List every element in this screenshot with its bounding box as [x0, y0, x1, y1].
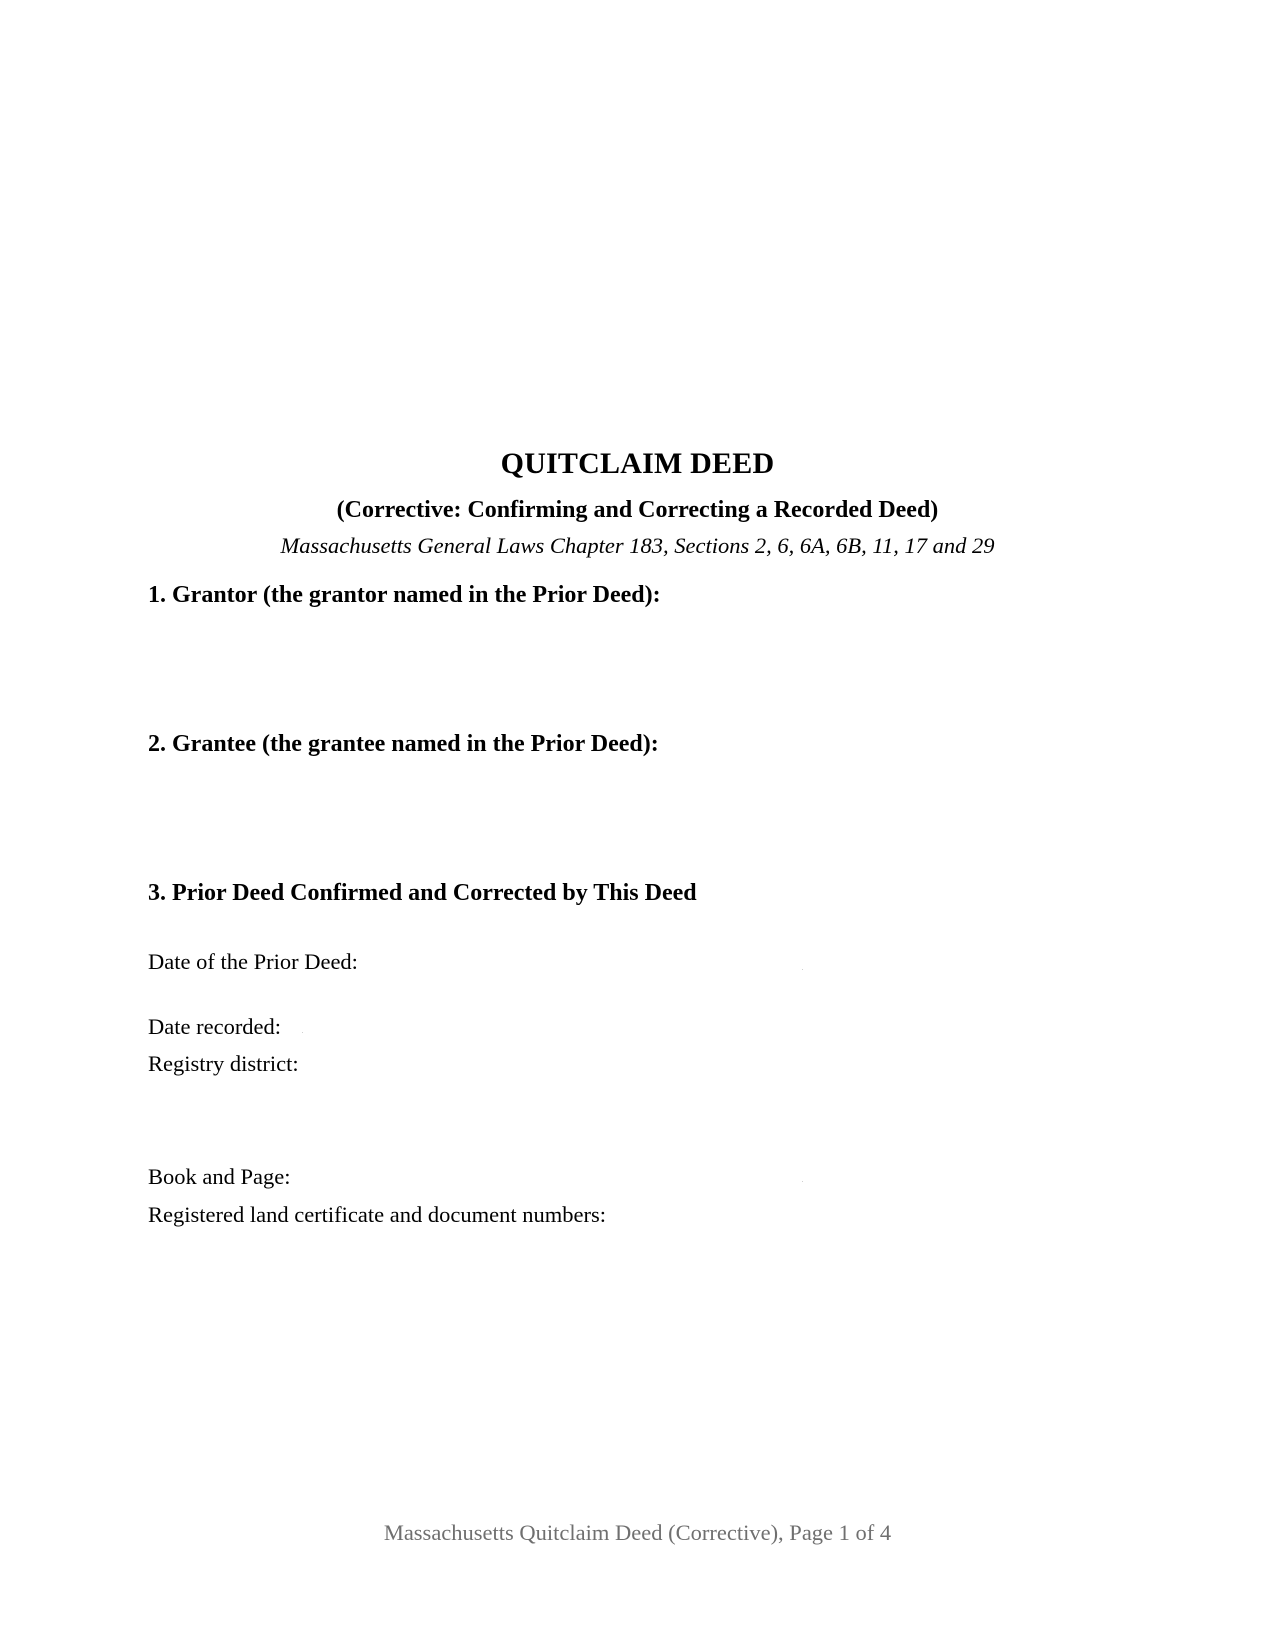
document-subtitle: (Corrective: Confirming and Correcting a Recorded Deed) — [336, 497, 939, 523]
scan-speck — [802, 969, 803, 970]
grantee-section-heading: 2. Grantee (the grantee named in the Prior Deed): — [148, 731, 659, 757]
registered-land-certificate-label: Registered land certificate and document numbers: — [148, 1202, 606, 1227]
prior-deed-section-heading: 3. Prior Deed Confirmed and Corrected by This Deed — [148, 880, 697, 906]
scan-speck — [302, 1032, 303, 1033]
date-recorded-label: Date recorded: — [148, 1014, 282, 1039]
book-and-page-label: Book and Page: — [148, 1164, 291, 1189]
page-footer: Massachusetts Quitclaim Deed (Corrective), Page 1 of 4 — [383, 1520, 892, 1545]
date-of-prior-deed-label: Date of the Prior Deed: — [148, 949, 358, 974]
document-title: QUITCLAIM DEED — [500, 447, 775, 480]
registry-district-label: Registry district: — [148, 1051, 299, 1076]
scan-speck — [802, 1181, 803, 1182]
grantor-section-heading: 1. Grantor (the grantor named in the Prior Deed): — [148, 582, 661, 608]
statute-reference: Massachusetts General Laws Chapter 183, Sections 2, 6, 6A, 6B, 11, 17 and 29 — [280, 533, 995, 558]
